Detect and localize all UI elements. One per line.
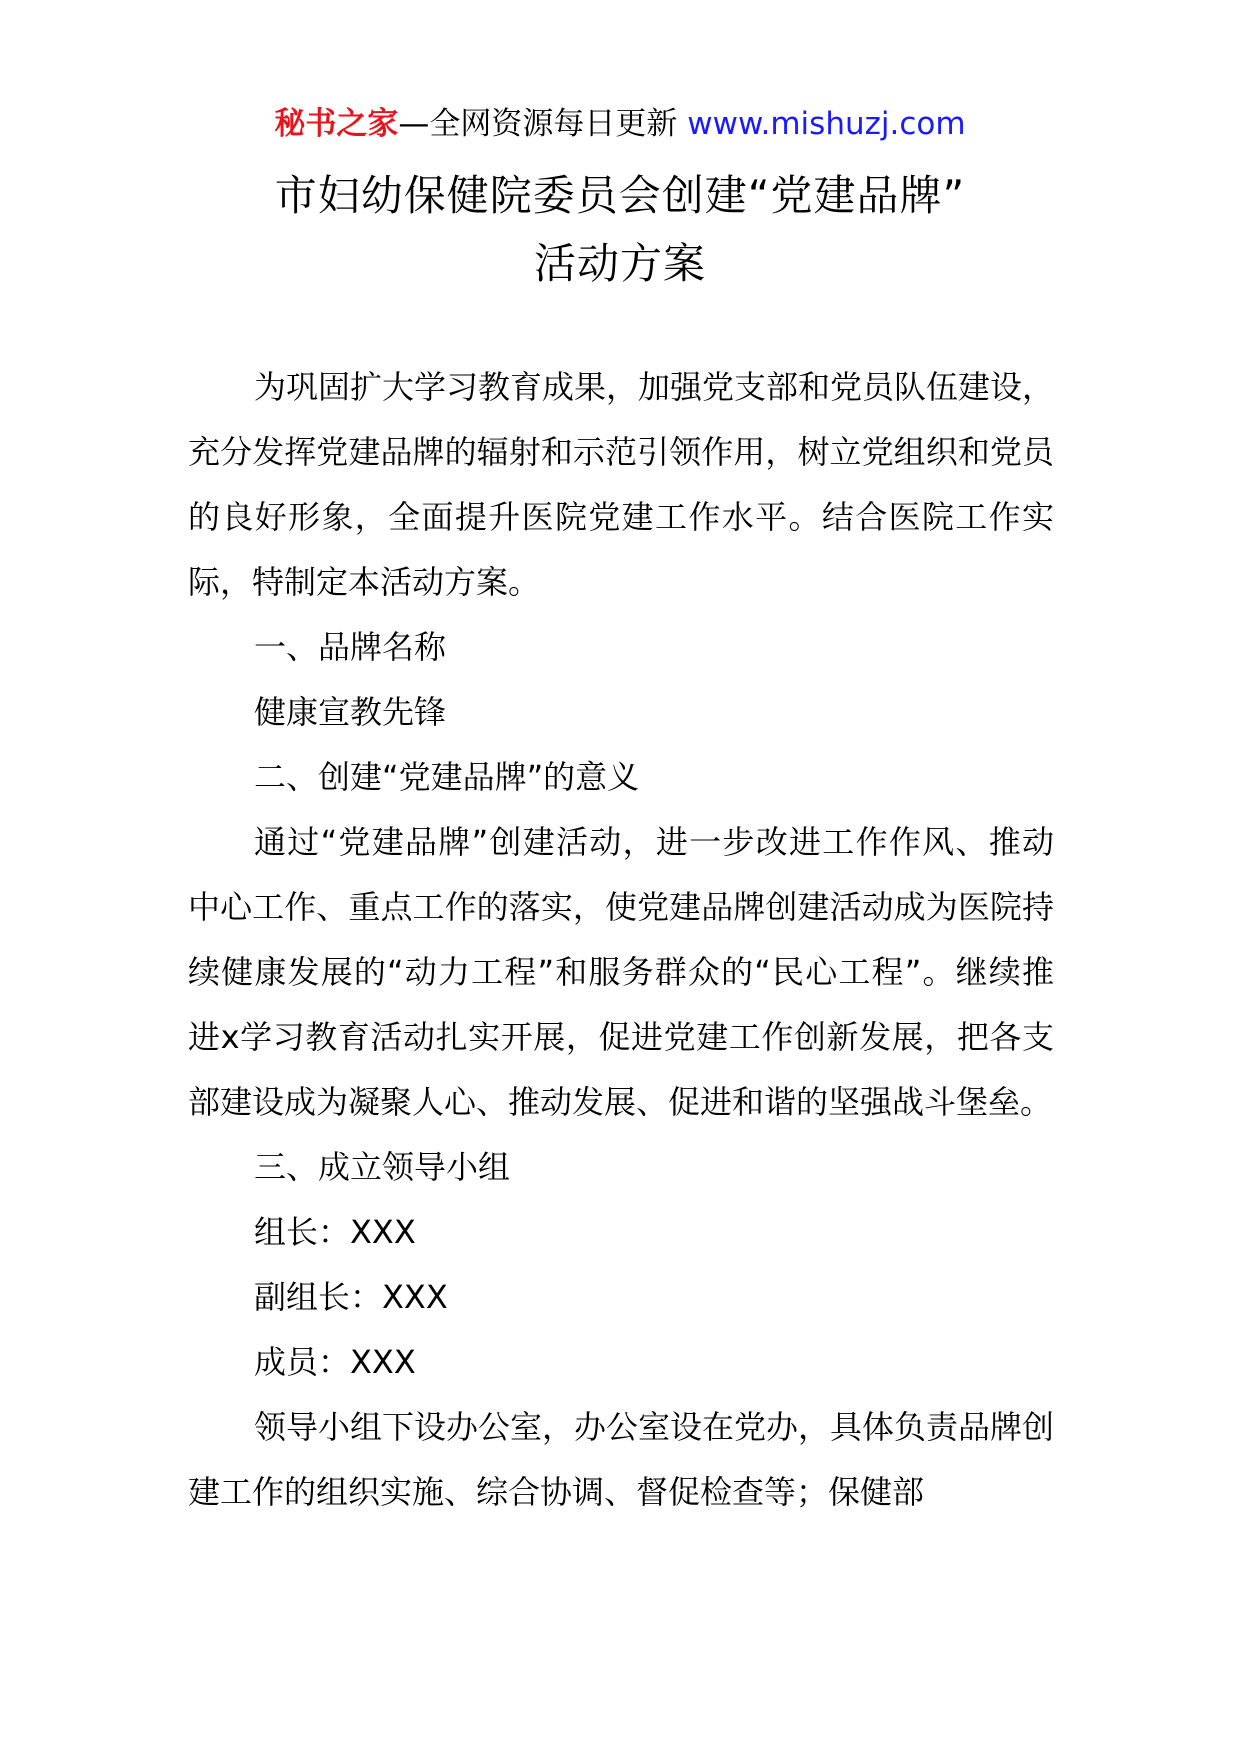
- section-heading-brand-name: 一、品牌名称: [254, 628, 447, 666]
- document-title: [180, 162, 1060, 298]
- brand-name: 秘书之家: [274, 106, 399, 142]
- intro-paragraph: 为巩固扩大学习教育成果，加强党支部和党员队伍建设，充分发挥党建品牌的辐射和示范引领作用，树立党组织和党员的良好形象，全面提升医院党建工作水平。结合医院工作实际，特制定本活动方案。: [188, 368, 1055, 601]
- leader-line: 组长：XXX: [254, 1213, 416, 1251]
- brand-name-value: 健康宣教先锋: [254, 693, 447, 731]
- header-tagline: —全网资源每日更新: [398, 106, 678, 142]
- section-heading-significance: 二、创建“党建品牌”的意义: [254, 758, 640, 796]
- title-line-1: 市妇幼保健院委员会创建“党建品牌”: [274, 171, 966, 220]
- deputy-leader-line: 副组长：XXX: [254, 1278, 448, 1316]
- section-heading-leadership: 三、成立领导小组: [254, 1148, 511, 1186]
- watermark-header: [0, 102, 1240, 146]
- document-body: [188, 355, 1054, 1525]
- significance-paragraph: 通过“党建品牌”创建活动，进一步改进工作作风、推动中心工作、重点工作的落实，使党建品牌创建活动成为医院持续健康发展的“动力工程”和服务群众的“民心工程”。继续推进x学习教育活动扎实开展，促进党建工作创新发展，把各支部建设成为凝聚人心、推动发展、促进和谐的坚强战斗堡垒。: [188, 823, 1054, 1121]
- header-url[interactable]: www.mishuzj.com: [687, 106, 966, 142]
- title-line-2: 活动方案: [533, 239, 706, 288]
- office-paragraph: 领导小组下设办公室，办公室设在党办，具体负责品牌创建工作的组织实施、综合协调、督促检查等；保健部: [188, 1408, 1055, 1511]
- members-line: 成员：XXX: [254, 1343, 416, 1381]
